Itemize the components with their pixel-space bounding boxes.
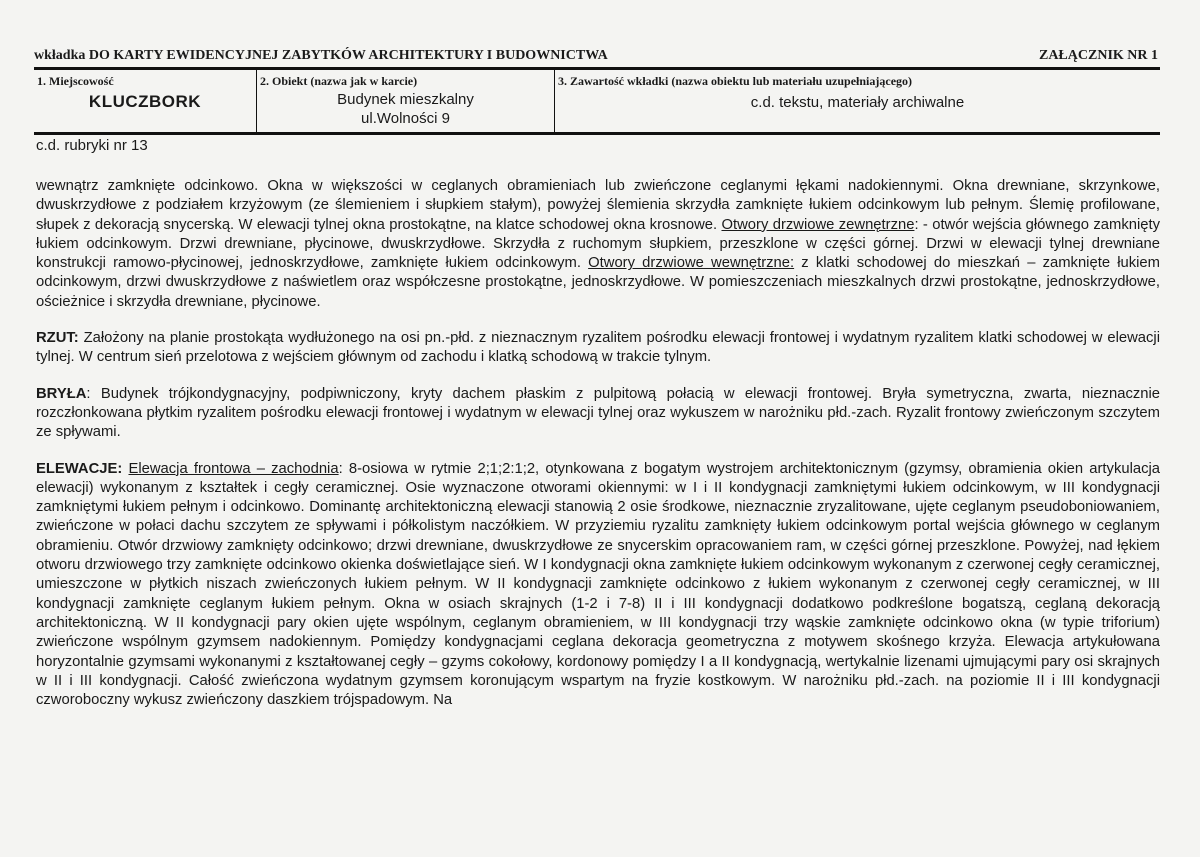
section-label-mass: BRYŁA — [36, 385, 87, 402]
header-rule-bottom — [34, 132, 1160, 135]
form-fields-row — [34, 70, 1160, 132]
paragraph-plan — [36, 329, 1160, 368]
field-locality-value: KLUCZBORK — [88, 92, 202, 111]
text-run: : Budynek trójkondygnacyjny, podpiwniczony, kryty dachem płaskim z pulpitową połacią w elewacji frontowej. Bryła symetryczna, zwarta, nieznacznie rozczłonkowana płytkim ryzalitem pośrodku elewacji frontowej i wydatnym w elewacji tylnej oraz wykuszem w narożniku płd.-zach. Ryzalit frontowy zwieńczonym szczytem ze spływami. — [36, 385, 1160, 441]
continuation-note: c.d. rubryki nr 13 — [36, 137, 148, 154]
form-title: wkładka DO KARTY EWIDENCYJNEJ ZABYTKÓW ARCHITEKTURY I BUDOWNICTWA — [34, 48, 608, 63]
text-run: wewnątrz zamknięte odcinkowo. Okna w większości w ceglanych obramieniach lub zwieńczone ceglanymi łękami nadokiennymi. Okna drewniane, skrzynkowe, dwuskrzydłowe z podziałem krzyżowym (ze ślemieniem i słupkiem stałym), powyżej ślemienia skrzydła zamknięte łukiem odcinkowym lub pełnym. Ślemię profilowane, słupek z dekoracją snycerską. W elewacji tylnej okna prostokątne, na klatce schodowej okna krosnowe. — [36, 178, 1160, 233]
field-object-line2: ul.Wolności 9 — [361, 110, 450, 127]
field-object-label: 2. Obiekt (nazwa jak w karcie) — [260, 74, 418, 88]
subheading-exterior-doors: Otwory drzwiowe zewnętrzne — [721, 216, 915, 233]
text-run: : - otwór wejścia głównego zamknięty łukiem odcinkowym. Drzwi drewniane, płycinowe, dwuskrzydłowe. Skrzydła z ruchomym słupkiem, przeszklone w części górnej. Drzwi w elewacji tylnej drewniane konstrukcji ramowo-płycinowej, jednoskrzydłowe, zamknięte łukiem odcinkowym. — [36, 216, 1160, 272]
field-contents-label: 3. Zawartość wkładki (nazwa obiektu lub materiału uzupełniającego) — [558, 74, 913, 88]
field-contents-value: c.d. tekstu, materiały archiwalne — [750, 94, 965, 111]
section-label-elevations: ELEWACJE: — [36, 460, 123, 477]
field-locality — [34, 70, 256, 132]
subheading-front-elevation: Elewacja frontowa – zachodnia — [128, 460, 339, 477]
text-run: Założony na planie prostokąta wydłużonego na osi pn.-płd. z nieznacznym ryzalitem pośrodku elewacji frontowej i wydatnym ryzalitem klatki schodowej w elewacji tylnej. W centrum sień przelotowa z wejściem głównym od zachodu i klatką schodową w trakcie tylnym. — [36, 330, 1160, 366]
paragraph-elevations — [36, 460, 1160, 711]
subheading-interior-doors: Otwory drzwiowe wewnętrzne: — [588, 255, 795, 272]
paragraph-mass — [36, 385, 1160, 443]
field-object — [256, 70, 554, 132]
text-run: : 8-osiowa w rytmie 2;1;2:1;2, otynkowana z bogatym wystrojem architektonicznym (gzymsy, obramienia okien artykulacja elewacji) wykonanym z kształtek i cegły ceramicznej. Osie wyznaczone otworami okiennymi: w I i II kondygnacji zamkniętymi łukiem odcinkowym, w III kondygnacji zamkniętymi łukiem pełnym i odcinkowo. Dominantę architektoniczną elewacji stanowią 2 osie środkowe, nieznacznie zryzalitowane, ujęte ceglanym pseudoboniowaniem, zwieńczone w połaci dachu szczytem ze spływami i półkolistym naczółkiem. W przyziemiu ryzalitu zamknięty łukiem odcinkowym portal wejścia głównego w ceglanym obramieniu. Otwór drzwiowy zamknięty odcinkowo; drzwi drewniane, dwuskrzydłowe ze snycerskim opracowaniem ram, w części górnej przeszklone. Powyżej, nad łękiem otworu drzwiowego trzy zamknięte odcinkowo okienka doświetlające sień. W I kondygnacji okna zamknięte łukiem odcinkowym wykonanym z czerwonej cegły ceramicznej, umieszczone w płytkich niszach zwieńczonych łukiem pełnym. W II kondygnacji zamknięte odcinkowo z łukiem wykonanym z czerwonej cegły ceramicznej, w III kondygnacji zamknięte ceglanym łukiem pełnym. Okna w osiach skrajnych (1-2 i 7-8) II i III kondygnacji dodatkowo podkreślone bogatszą, ceglaną dekoracją architektoniczną. W II kondygnacji pary okien ujęte wspólnym, ceglanym obramieniem, w III kondygnacji trzy wąskie zamknięte odcinkowo okna (w typie triforium) zwieńczone wspólnym gzymsem nadokiennym. Pomiędzy kondygnacjami ceglana dekoracja geometryczna z motywem skośnego krzyża. Elewacja artykułowana horyzontalnie gzymsami wykonanymi z kształtowanej cegły – gzyms cokołowy, kordonowy pomiędzy I a II kondygnacją, wertykalnie lizenami ujmującymi pary osi skrajnych w II i III kondygnacji. Całość zwieńczona wydatnym gzymsem koronującym wspartym na fryzie kostkowym. W narożniku płd.-zach. na poziomie II i III kondygnacji czworoboczny wykusz zwieńczony daszkiem trójspadowym. Na — [36, 460, 1160, 709]
section-label-plan: RZUT: — [36, 330, 79, 347]
paragraph-openings — [36, 177, 1160, 312]
field-contents — [554, 70, 1160, 132]
field-object-line1: Budynek mieszkalny — [337, 91, 474, 108]
document-body — [36, 177, 1160, 727]
field-locality-label: 1. Miejscowość — [37, 74, 114, 88]
attachment-number: ZAŁĄCZNIK NR 1 — [1038, 48, 1158, 63]
form-header — [34, 48, 1158, 64]
text-run: z klatki schodowej do mieszkań – zamknięte łukiem odcinkowym, drzwi dwuskrzydłowe z naświetlem oraz współczesne prostokątne, jednoskrzydłowe. W pomieszczeniach mieszkalnych drzwi prostokątne, jednoskrzydłowe, ościeżnice i skrzydła drewniane, płycinowe. — [36, 255, 1160, 310]
field-object-value — [257, 90, 554, 128]
